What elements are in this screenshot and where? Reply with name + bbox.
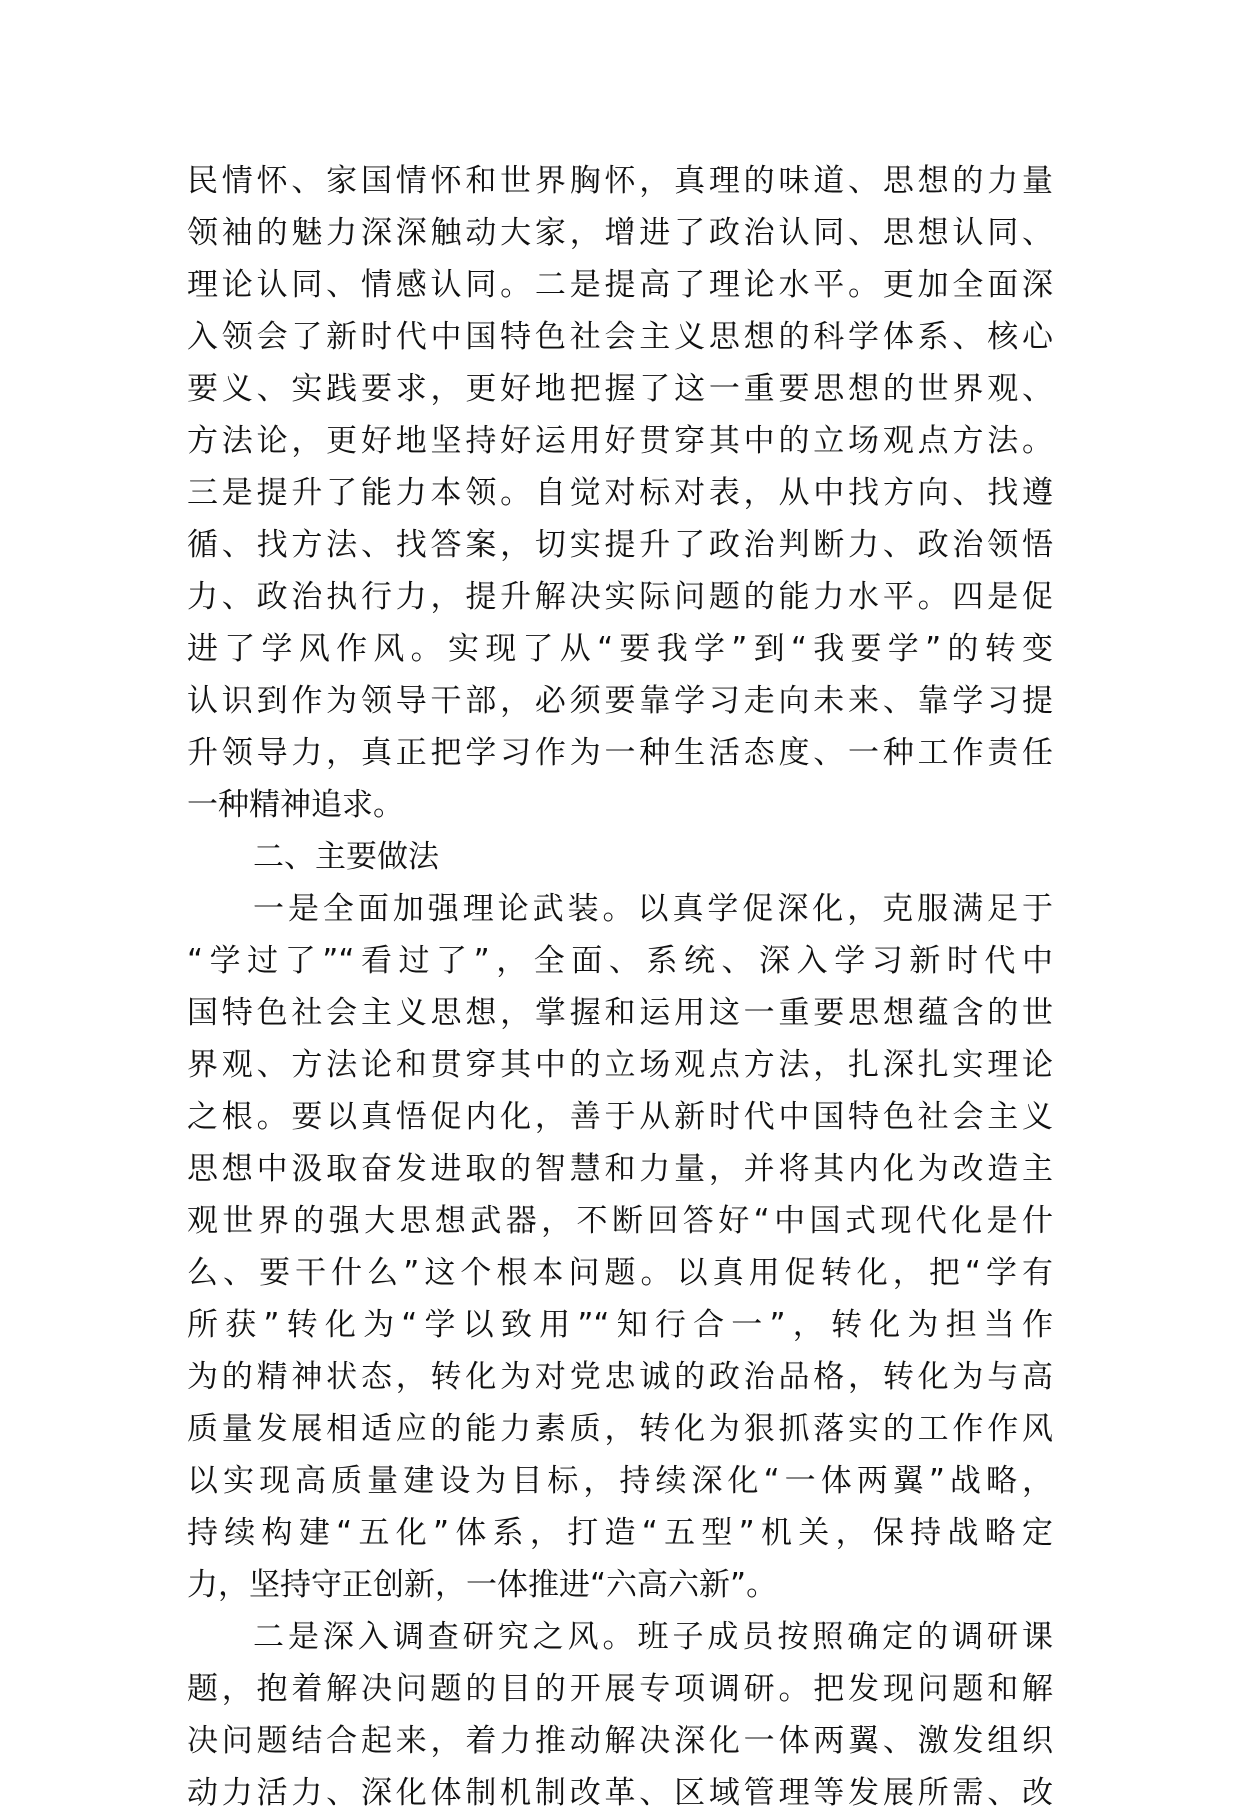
text-line: 为的精神状态，转化为对党忠诚的政治品格，转化为与高 xyxy=(187,1359,1053,1395)
text-line: 一种精神追求。 xyxy=(187,787,404,823)
text-line: 质量发展相适应的能力素质，转化为狠抓落实的工作作风 xyxy=(187,1411,1053,1447)
text-line: 力，坚持守正创新，一体推进“六高六新”。 xyxy=(187,1567,778,1603)
text-line: 方法论，更好地坚持好运用好贯穿其中的立场观点方法。 xyxy=(187,423,1053,459)
text-line: 入领会了新时代中国特色社会主义思想的科学体系、核心 xyxy=(187,319,1053,355)
text-line: 升领导力，真正把学习作为一种生活态度、一种工作责任 xyxy=(187,735,1053,771)
paragraph-first-line: 一是全面加强理论武装。以真学促深化，克服满足于 xyxy=(253,891,1053,927)
text-line: 界观、方法论和贯穿其中的立场观点方法，扎深扎实理论 xyxy=(187,1047,1053,1083)
text-line: 之根。要以真悟促内化，善于从新时代中国特色社会主义 xyxy=(187,1099,1053,1135)
text-line: 题，抱着解决问题的目的开展专项调研。把发现问题和解 xyxy=(187,1671,1053,1707)
text-line: 民情怀、家国情怀和世界胸怀，真理的味道、思想的力量 xyxy=(187,163,1053,199)
section-heading: 二、主要做法 xyxy=(253,839,439,875)
text-line: 理论认同、情感认同。二是提高了理论水平。更加全面深 xyxy=(187,267,1053,303)
text-line: 决问题结合起来，着力推动解决深化一体两翼、激发组织 xyxy=(187,1723,1053,1759)
text-line: 循、找方法、找答案，切实提升了政治判断力、政治领悟 xyxy=(187,527,1053,563)
text-line: 认识到作为领导干部，必须要靠学习走向未来、靠学习提 xyxy=(187,683,1053,719)
text-line: 要义、实践要求，更好地把握了这一重要思想的世界观、 xyxy=(187,371,1053,407)
text-line: 三是提升了能力本领。自觉对标对表，从中找方向、找遵 xyxy=(187,475,1053,511)
text-line: 么、要干什么”这个根本问题。以真用促转化，把“学有 xyxy=(187,1255,1053,1291)
text-line: 以实现高质量建设为目标，持续深化“一体两翼”战略， xyxy=(187,1463,1053,1499)
paragraph-first-line: 二是深入调查研究之风。班子成员按照确定的调研课 xyxy=(253,1619,1053,1655)
text-line: 国特色社会主义思想，掌握和运用这一重要思想蕴含的世 xyxy=(187,995,1053,1031)
text-line: 所获”转化为“学以致用”“知行合一”，转化为担当作 xyxy=(187,1307,1053,1343)
text-line: 观世界的强大思想武器，不断回答好“中国式现代化是什 xyxy=(187,1203,1053,1239)
text-line: “学过了”“看过了”，全面、系统、深入学习新时代中 xyxy=(187,943,1053,979)
text-line: 领袖的魅力深深触动大家，增进了政治认同、思想认同、 xyxy=(187,215,1053,251)
text-line: 动力活力、深化体制机制改革、区域管理等发展所需、改 xyxy=(187,1775,1053,1811)
text-line: 思想中汲取奋发进取的智慧和力量，并将其内化为改造主 xyxy=(187,1151,1053,1187)
text-line: 进了学风作风。实现了从“要我学”到“我要学”的转变 xyxy=(187,631,1053,667)
text-line: 力、政治执行力，提升解决实际问题的能力水平。四是促 xyxy=(187,579,1053,615)
text-line: 持续构建“五化”体系，打造“五型”机关，保持战略定 xyxy=(187,1515,1053,1551)
document-body xyxy=(187,155,1053,1819)
